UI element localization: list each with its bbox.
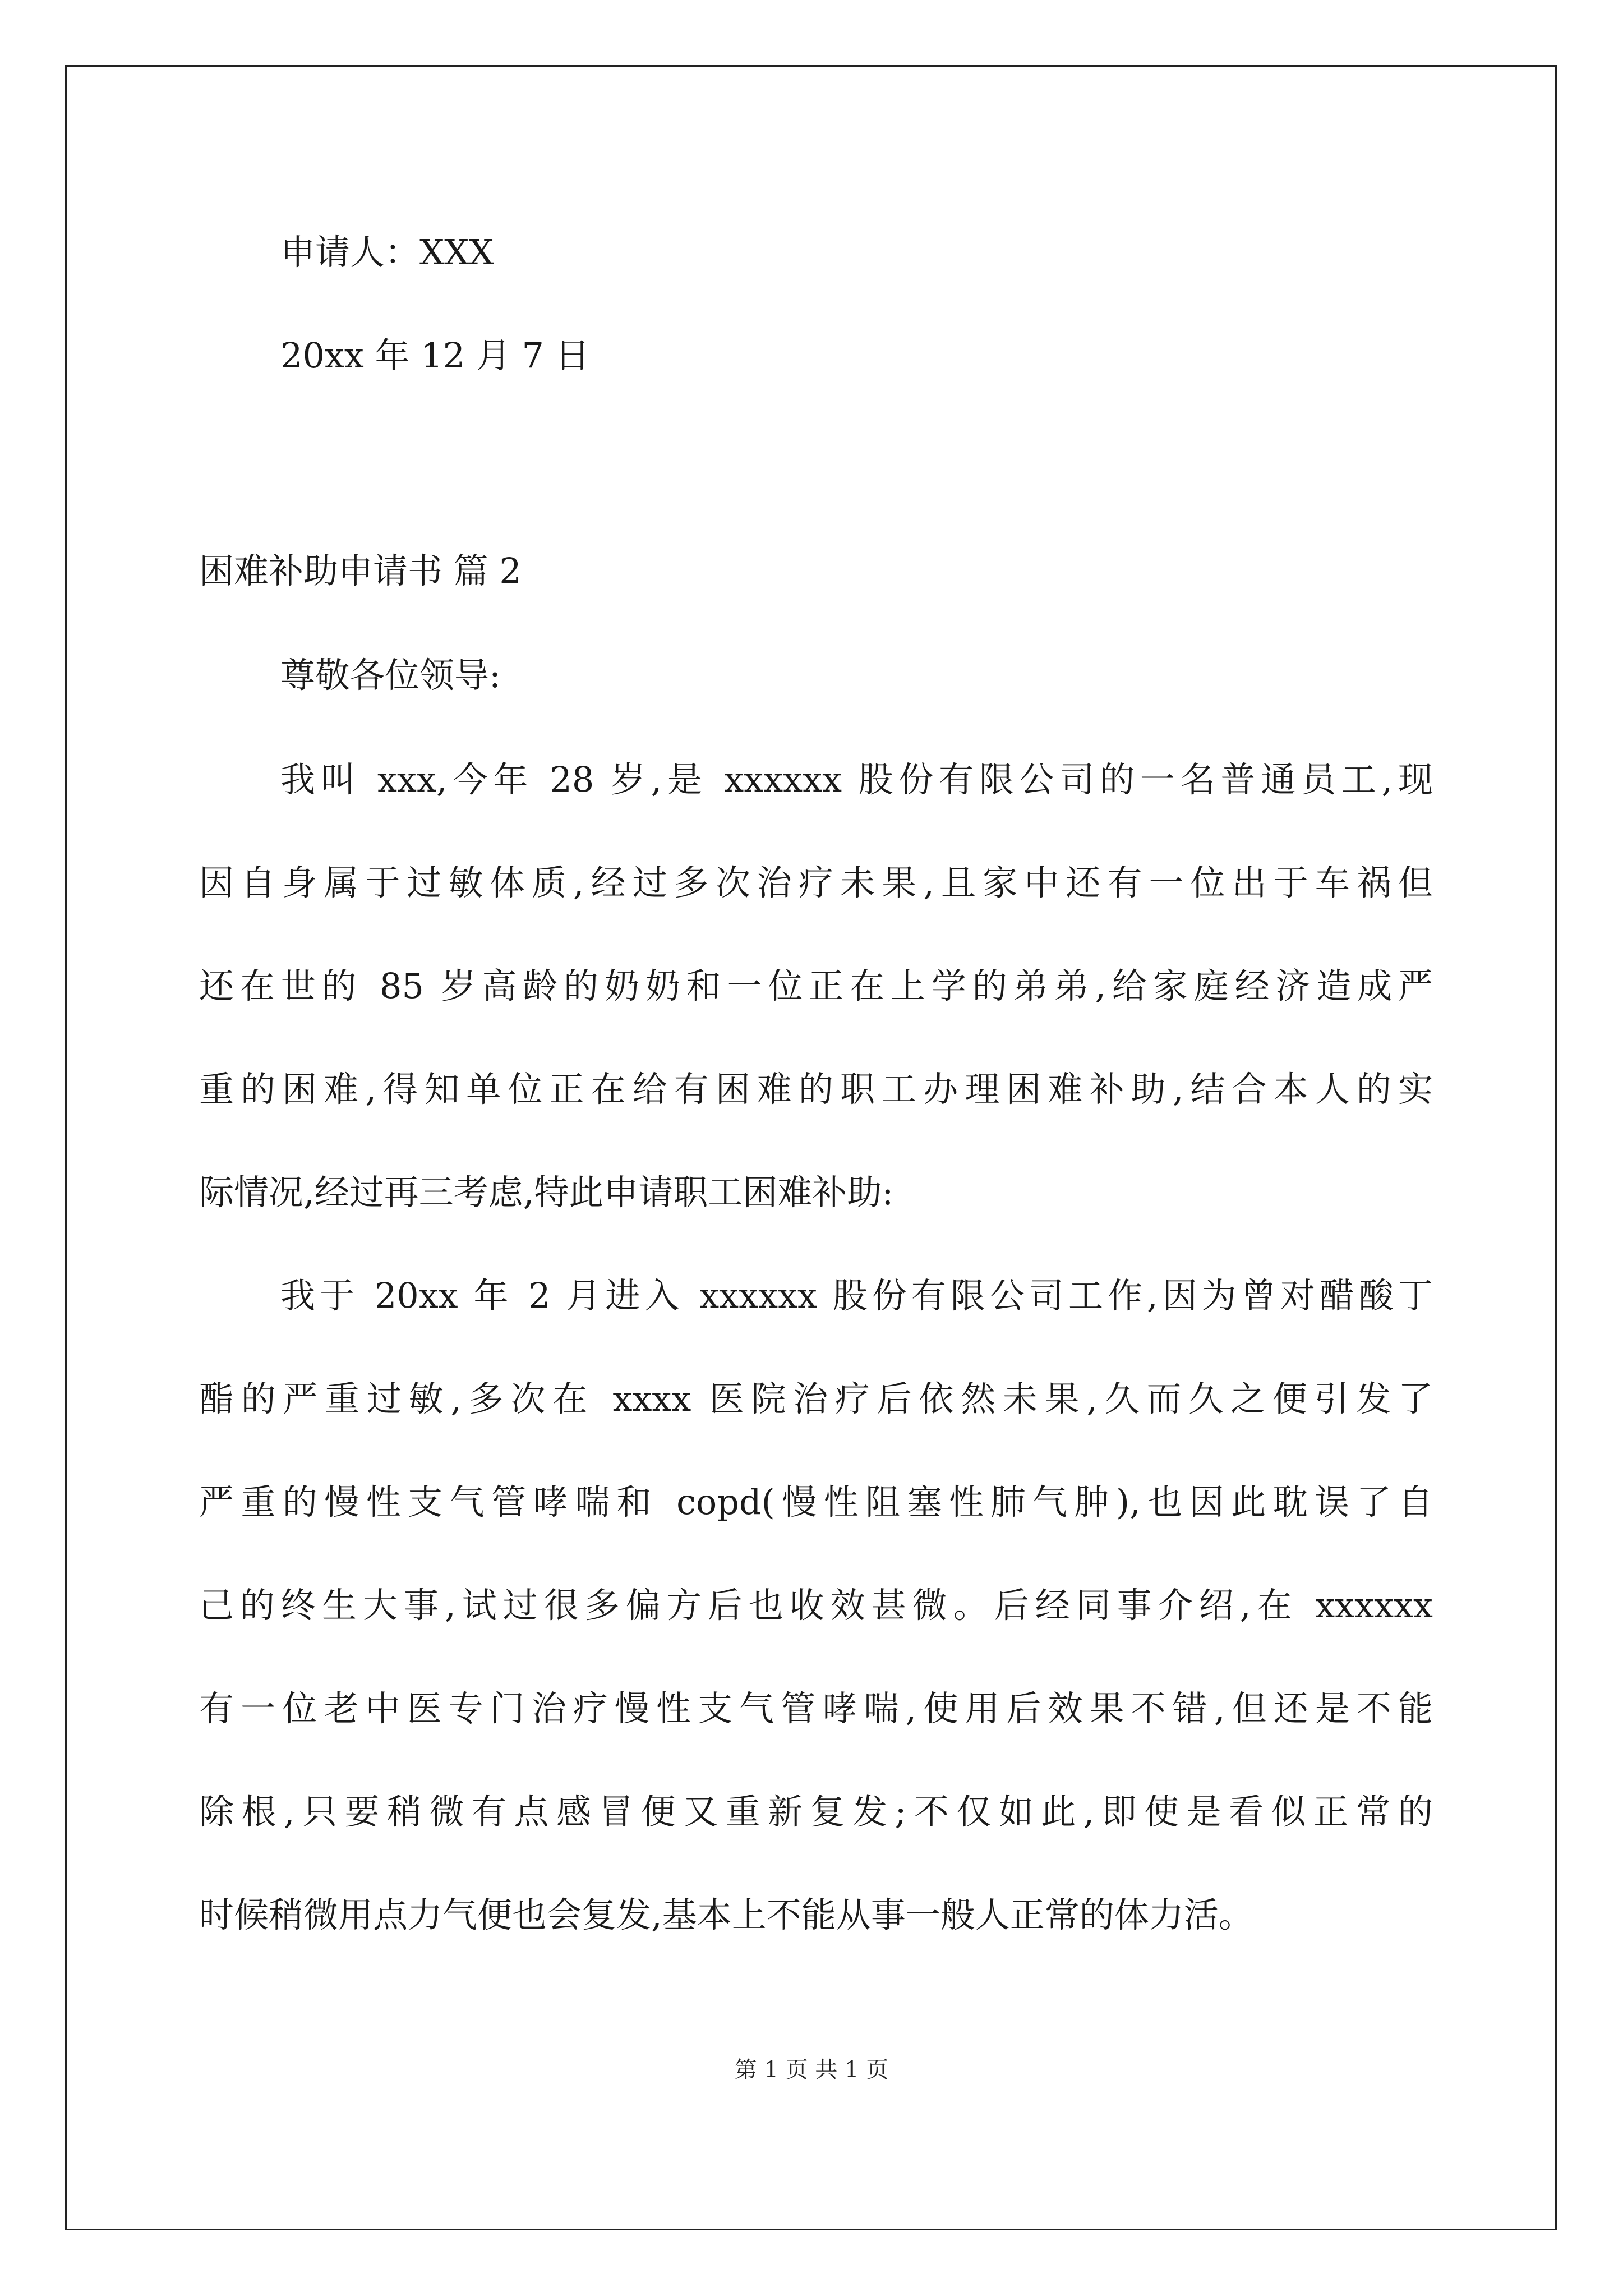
applicant-line: 申请人：XXX bbox=[280, 232, 494, 273]
paragraph-2-line: 己的终生大事,试过很多偏方后也收效甚微。后经同事介绍,在 xxxxxx bbox=[199, 1585, 1433, 1626]
date-line: 20xx 年 12 月 7 日 bbox=[280, 335, 590, 376]
paragraph-2-line: 严重的慢性支气管哮喘和 copd(慢性阻塞性肺气肿),也因此耽误了自 bbox=[199, 1481, 1433, 1522]
paragraph-1-line: 重的困难,得知单位正在给有困难的职工办理困难补助,结合本人的实 bbox=[199, 1069, 1433, 1110]
paragraph-2-line: 有一位老中医专门治疗慢性支气管哮喘,使用后效果不错,但还是不能 bbox=[199, 1688, 1433, 1729]
salutation: 尊敬各位领导: bbox=[280, 655, 501, 696]
paragraph-2-line: 除根,只要稍微有点感冒便又重新复发;不仅如此,即使是看似正常的 bbox=[199, 1791, 1433, 1832]
paragraph-2-line: 酯的严重过敏,多次在 xxxx 医院治疗后依然未果,久而久之便引发了 bbox=[199, 1378, 1433, 1419]
paragraph-1-line: 际情况,经过再三考虑,特此申请职工困难补助: bbox=[199, 1172, 894, 1213]
paragraph-1-line: 还在世的 85 岁高龄的奶奶和一位正在上学的弟弟,给家庭经济造成严 bbox=[199, 965, 1433, 1006]
page-footer: 第 1 页 共 1 页 bbox=[734, 2057, 889, 2083]
paragraph-2-line: 我于 20xx 年 2 月进入 xxxxxx 股份有限公司工作,因为曾对醋酸丁 bbox=[280, 1275, 1433, 1316]
paragraph-2-line: 时候稍微用点力气便也会复发,基本上不能从事一般人正常的体力活。 bbox=[199, 1894, 1253, 1935]
paragraph-1-line: 我叫 xxx,今年 28 岁,是 xxxxxx 股份有限公司的一名普通员工,现 bbox=[280, 759, 1433, 800]
paragraph-1-line: 因自身属于过敏体质,经过多次治疗未果,且家中还有一位出于车祸但 bbox=[199, 862, 1433, 903]
section-title: 困难补助申请书 篇 2 bbox=[199, 550, 522, 591]
